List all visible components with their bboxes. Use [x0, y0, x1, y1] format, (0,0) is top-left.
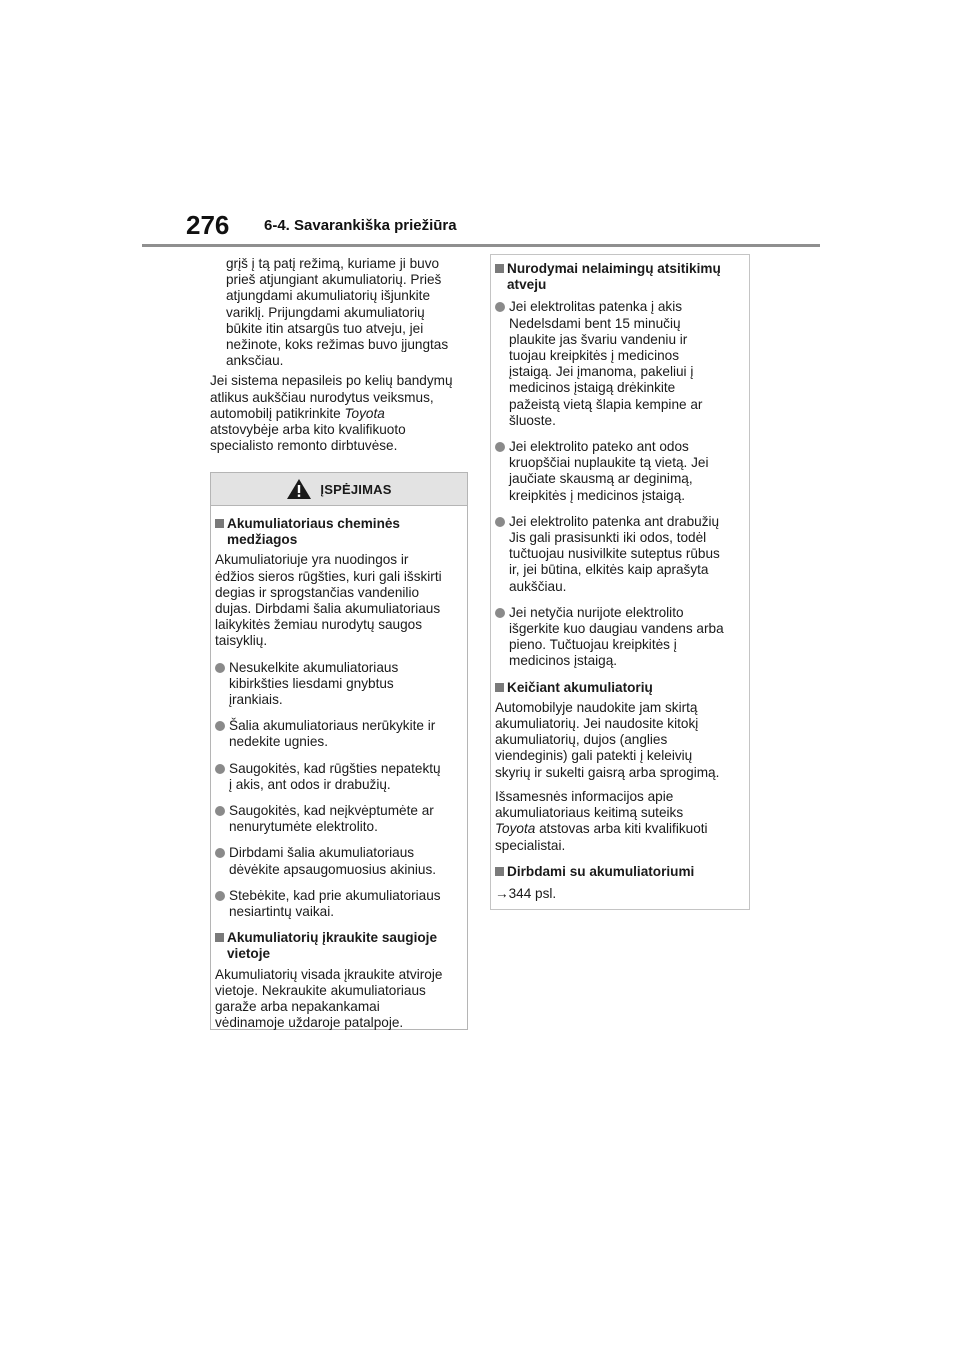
bullet-dot-icon: [215, 848, 225, 858]
intro-paragraph: grįš į tą patį režimą, kuriame ji buvo prieš atjungiant akumuliatorių. Prieš atjungdami akumuliatorių išjunkite variklį. Prijungdami akumuliatorių būkite itin atsargūs tuo atveju, jei nežinote, koks režimas buvo įjungtas anksčiau.: [226, 256, 449, 369]
bullet-dot-icon: [215, 721, 225, 731]
left-column-text: [210, 256, 470, 454]
section-heading: Keičiant akumuliatorių: [495, 680, 745, 696]
warning-title: ĮSPĖJIMAS: [320, 481, 392, 497]
chemicals-paragraph: Akumuliatoriuje yra nuodingos ir ėdžios sieros rūgšties, kuri gali išskirti degias ir sprogstančias vandenilio dujas. Dirbdami šalia akumuliatoriaus laikykitės žemiau nurodytų saugos taisyklių.: [215, 552, 442, 649]
list-item: Saugokitės, kad rūgšties nepatektų į akis, ant odos ir drabužių.: [215, 761, 463, 793]
warning-box: [210, 472, 468, 1030]
bullet-dot-icon: [495, 517, 505, 527]
square-bullet-icon: [215, 933, 224, 942]
bullet-dot-icon: [495, 302, 505, 312]
warning-triangle-icon: [286, 478, 312, 500]
bullet-dot-icon: [215, 891, 225, 901]
charging-paragraph: Akumuliatorių visada įkraukite atviroje vietoje. Nekraukite akumuliatoriaus garaže arba nepakankamai vėdinamoje uždaroje patalpoje.: [215, 966, 443, 1031]
brand-name: Toyota: [495, 821, 536, 837]
brand-name: Toyota: [344, 405, 385, 421]
list-item: Stebėkite, kad prie akumuliatoriaus nesiartintų vaikai.: [215, 888, 463, 920]
bullet-dot-icon: [215, 663, 225, 673]
more-info-paragraph: Išsamesnės informacijos apie akumuliatoriaus keitimą suteiks Toyota atstovas arba kiti kvalifikuoti specialistai.: [495, 788, 708, 853]
square-bullet-icon: [495, 683, 504, 692]
list-item: Jei netyčia nurijote elektrolito išgerkite kuo daugiau vandens arba pieno. Tučtuojau kreipkitės į medicinos įstaigą.: [495, 605, 745, 670]
list-item: Saugokitės, kad neįkvėptumėte ar nenurytumėte elektrolito.: [215, 803, 463, 835]
replacement-paragraph: Automobilyje naudokite jam skirtą akumuliatorių. Jei naudosite kitokį akumuliatorių, dujos (anglies viendeginis) gali patekti į keleivių skyrių ir sukelti gaisrą arba sprogimą.: [495, 699, 720, 780]
square-bullet-icon: [495, 264, 504, 273]
warning-body: [211, 506, 467, 1031]
list-item: Šalia akumuliatoriaus nerūkykite ir nedekite ugnies.: [215, 718, 463, 750]
bullet-dot-icon: [495, 442, 505, 452]
info-body: [491, 255, 749, 902]
section-heading: Dirbdami su akumuliatoriumi: [495, 864, 745, 880]
list-item: Dirbdami šalia akumuliatoriaus dėvėkite apsaugomuosius akinius.: [215, 845, 463, 877]
list-item: Nesukelkite akumuliatoriaus kibirkšties liesdami gnybtus įrankiais.: [215, 660, 463, 709]
bullet-dot-icon: [215, 764, 225, 774]
square-bullet-icon: [495, 867, 504, 876]
square-bullet-icon: [215, 519, 224, 528]
system-start-paragraph: Jei sistema nepasileis po kelių bandymų atlikus aukščiau nurodytus veiksmus, automobilį patikrinkite Toyota atstovybėje arba kito kvalifikuoto specialisto remonto dirbtuvėse.: [210, 373, 453, 454]
info-box: [490, 254, 750, 910]
section-heading: Akumuliatoriaus cheminės medžiagos: [215, 516, 463, 548]
bullet-dot-icon: [215, 806, 225, 816]
list-item: Jei elektrolito patenka ant drabužių Jis gali prasisunkti iki odos, todėl tučtuojau nusivilkite suteptus rūbus ir, jei būtina, elkitės kaip aprašyta aukščiau.: [495, 514, 745, 595]
warning-header: [211, 473, 467, 506]
section-heading: Akumuliatorių įkraukite saugioje vietoje: [215, 930, 463, 962]
list-item: Jei elektrolito pateko ant odos kruopščiai nuplaukite tą vietą. Jei jaučiate skausmą ar deginimą, kreipkitės į medicinos įstaigą.: [495, 439, 745, 504]
page-header: [0, 0, 960, 250]
header-divider: [142, 244, 820, 247]
page-number: 276: [186, 210, 230, 240]
page-reference-link[interactable]: →344 psl.: [495, 885, 557, 901]
section-heading: Nurodymai nelaimingų atsitikimų atveju: [495, 261, 745, 293]
list-item: Jei elektrolitas patenka į akis Nedelsdami bent 15 minučių plaukite jas švariu vandeniu ir tuojau kreipkitės į medicinos įstaigą. Jei įmanoma, pakeliui į medicinos įstaigą drėkinkite pažeistą vietą šlapia kempine ar šluoste.: [495, 299, 745, 429]
section-title: 6-4. Savarankiška priežiūra: [264, 217, 457, 234]
bullet-dot-icon: [495, 608, 505, 618]
